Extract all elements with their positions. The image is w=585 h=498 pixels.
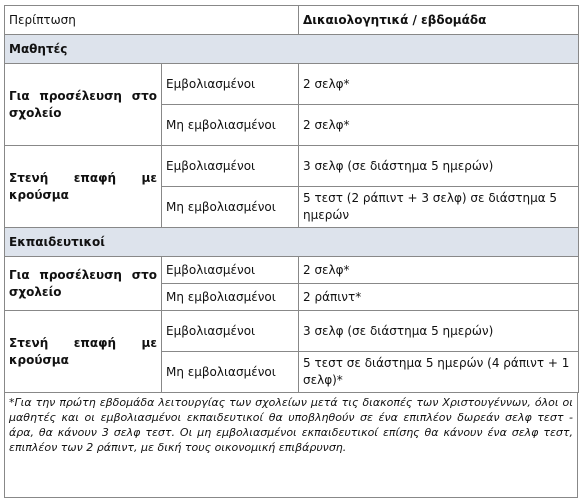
footnote: *Για την πρώτη εβδομάδα λειτουργίας των σχολείων μετά τις διακοπές των Χριστουγέννων, όλοι οι μαθητές και οι εμβολιασμένοι εκπαιδευτικοί θα υποβληθούν σε ένα επιπλέον δωρεάν σελφ τεστ - άρα, θα κάνουν 3 σελφ τεστ. Οι μη εμβολιασμένοι εκπαιδευτικοί επίσης θα κάνουν ένα σελφ τεστ, επιπλέον των 2 ράπιντ, με δική τους οικονομική επιβάρυνση. xyxy=(4,392,578,498)
table-row xyxy=(5,64,579,105)
status-cell: Μη εμβολιασμένοι xyxy=(162,105,299,146)
status-cell: Μη εμβολιασμένοι xyxy=(162,187,299,228)
table-header-row xyxy=(5,6,579,35)
table-row xyxy=(5,146,579,187)
case-label: Στενή επαφή με κρούσμα xyxy=(5,146,162,228)
status-cell: Εμβολιασμένοι xyxy=(162,64,299,105)
case-label: Για προσέλευση στο σχολείο xyxy=(5,64,162,146)
docs-cell: 5 τεστ (2 ράπιντ + 3 σελφ) σε διάστημα 5 ημερών xyxy=(299,187,579,228)
table-row xyxy=(5,257,579,284)
docs-cell: 5 τεστ σε διάστημα 5 ημερών (4 ράπιντ + 1 σελφ)* xyxy=(299,352,579,393)
section-title-teachers: Εκπαιδευτικοί xyxy=(5,228,579,257)
status-cell: Εμβολιασμένοι xyxy=(162,257,299,284)
case-label: Για προσέλευση στο σχολείο xyxy=(5,257,162,311)
status-cell: Εμβολιασμένοι xyxy=(162,146,299,187)
docs-cell: 2 σελφ* xyxy=(299,64,579,105)
status-cell: Μη εμβολιασμένοι xyxy=(162,352,299,393)
section-title-students: Μαθητές xyxy=(5,35,579,64)
case-label: Στενή επαφή με κρούσμα xyxy=(5,311,162,393)
section-row-teachers xyxy=(5,228,579,257)
docs-cell: 2 σελφ* xyxy=(299,257,579,284)
docs-cell: 2 ράπιντ* xyxy=(299,284,579,311)
section-row-students xyxy=(5,35,579,64)
testing-requirements-table xyxy=(4,5,579,393)
docs-cell: 3 σελφ (σε διάστημα 5 ημερών) xyxy=(299,311,579,352)
header-docs: Δικαιολογητικά / εβδομάδα xyxy=(299,6,579,35)
header-case: Περίπτωση xyxy=(5,6,299,35)
table-row xyxy=(5,311,579,352)
docs-cell: 3 σελφ (σε διάστημα 5 ημερών) xyxy=(299,146,579,187)
docs-cell: 2 σελφ* xyxy=(299,105,579,146)
status-cell: Εμβολιασμένοι xyxy=(162,311,299,352)
status-cell: Μη εμβολιασμένοι xyxy=(162,284,299,311)
